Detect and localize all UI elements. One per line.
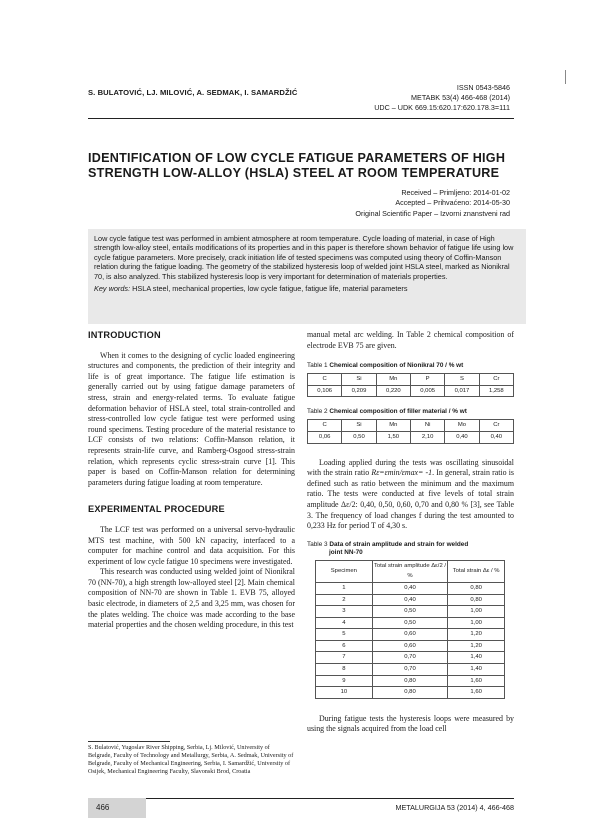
keywords-label: Key words: [94,284,131,294]
loading-text-start: Loading applied during the tests was oscillating sinusoidal with the strain ratio [307,457,514,478]
table3-row [316,629,505,641]
table3-header: Total strain Δε / % [448,560,505,582]
table3-cell: 0,80 [448,582,505,594]
table3-cell: 1,60 [448,675,505,687]
table3-cell: 0,60 [372,629,448,641]
table1-caption [307,362,514,370]
authors: S. BULATOVIĆ, LJ. MILOVIĆ, A. SEDMAK, I. SAMARDŽIĆ [88,88,298,97]
table3-cell: 1,40 [448,664,505,676]
left-column [88,330,295,631]
affiliation-footnote: S. Bulatović, Yugoslav River Shipping, Serbia, Lj. Milović, University of Belgrade, Faculty of Technology and Metallurgy, Serbia, A. Sedmak, University of Belgrade, Faculty of Mechanical Engineering, Serbia, I. Samardžić, University of Osijek, Mechanical Engineering Faculty, Slavonski Brod, Croatia [88,744,294,775]
paper-title: IDENTIFICATION OF LOW CYCLE FATIGUE PARAMETERS OF HIGH STRENGTH LOW-ALLOY (HSLA) STEEL AT ROOM TEMPERATURE [88,151,506,180]
table3-title-line2: joint NN-70 [329,548,363,556]
table2-cell: 0,06 [308,431,342,443]
table2-cell: 0,50 [342,431,376,443]
loading-paragraph [307,458,514,532]
table3-row [316,652,505,664]
table3-cell: 1,00 [448,606,505,618]
table3-cell: 3 [316,606,373,618]
keywords-list: HSLA steel, mechanical properties, low cycle fatigue, fatigue life, material parameters [132,284,408,294]
table2-label: Table 2 [307,408,328,416]
table3 [315,560,505,699]
abstract-box [88,229,526,324]
table1-cell: 0,017 [445,385,479,397]
table3-row [316,594,505,606]
table1-title: Chemical composition of Nionikral 70 / % wt [329,362,464,370]
table3-cell: 0,80 [372,687,448,699]
heading-introduction: INTRODUCTION [88,330,161,340]
loading-text-end: . In general, strain ratio is defined such as ratio between the minimum and the maximum ratio. The tests were conducted at five levels of total strain amplitude Δε/2: 0,40, 0,50, 0,60, 0,70 and 0,80 % [3], see Table 3. The frequency of load changes f during the test amounted to 0,233 Hz for period T of 4,30 s. [307,468,514,531]
table3-row [316,687,505,699]
continued-paragraph: manual metal arc welding. In Table 2 chemical composition of electrode EVB 75 are given. [307,330,514,350]
footer-rule [88,798,514,799]
table2-header: Mo [445,420,479,432]
table3-cell: 0,60 [372,640,448,652]
table3-cell: 0,70 [372,652,448,664]
table2-cell: 1,50 [376,431,410,443]
received-date: Received – Primljeno: 2014-01-02 [401,188,510,197]
table1-header: Si [342,374,376,386]
table3-cell: 0,40 [372,582,448,594]
keywords [94,284,520,293]
header-rule [88,118,514,119]
table3-caption [307,541,514,557]
table3-row [316,675,505,687]
footnote-rule [88,741,170,742]
journal-ref: METABK 53(4) 466-468 (2014) [411,93,510,102]
table2-caption [307,408,514,416]
experimental-paragraph-1: The LCF test was performed on a universal servo-hydraulic MTS test machine, with 500 kN capacity, interfaced to a computer for machine control and data acquisition. For this experiment of low cycle fatigue 10 specimens were investigated. [88,524,295,566]
table3-row [316,617,505,629]
table2-header: C [308,420,342,432]
table2-header: Mn [376,420,410,432]
table3-cell: 0,50 [372,606,448,618]
experimental-paragraph-2: This research was conducted using welded joint of Nionikral 70 (NN-70), a high strength low-alloyed steel [2]. Main chemical composition of NN-70 are shown in Table 1. EVB 75, alloyed basic electrode, in diameters of 2,5 and 3,25 mm, was chosen for the plates welding. The choice was made according to the base material properties and the chosen welding procedure, in this test [88,567,295,630]
udc: UDC – UDK 669.15:620.17:620.178.3=111 [374,103,510,112]
table3-cell: 1,20 [448,640,505,652]
table1-header-row [308,374,514,386]
table1-header: Cr [479,374,513,386]
table1-header: Mn [376,374,410,386]
table3-cell: 0,80 [372,675,448,687]
table3-cell: 0,70 [372,664,448,676]
table1-cell: 0,005 [410,385,444,397]
table1-header: P [410,374,444,386]
table2-header: Ni [410,420,444,432]
table2-header: Si [342,420,376,432]
table3-cell: 0,80 [448,594,505,606]
table2-cell: 0,40 [479,431,513,443]
table1-value-row [308,385,514,397]
accepted-date: Accepted – Prihvaćeno: 2014-05-30 [395,198,510,208]
page-number: 466 [96,803,110,812]
table3-cell: 8 [316,664,373,676]
table3-header: Total strain amplitude Δε/2 / % [372,560,448,582]
margin-mark [565,70,566,84]
issn: ISSN 0543-5846 [456,83,510,92]
heading-experimental: EXPERIMENTAL PROCEDURE [88,504,225,515]
table3-row [316,582,505,594]
table3-cell: 2 [316,594,373,606]
table3-cell: 7 [316,652,373,664]
table3-cell: 0,50 [372,617,448,629]
table1-header: C [308,374,342,386]
table1-cell: 1,258 [479,385,513,397]
table1 [307,373,514,397]
table2-value-row [308,431,514,443]
table3-cell: 4 [316,617,373,629]
table2-cell: 2,10 [410,431,444,443]
table2-header: Cr [479,420,513,432]
last-paragraph: During fatigue tests the hysteresis loops were measured by using the signals acquired from the load cell [307,713,514,734]
table3-cell: 10 [316,687,373,699]
table3-cell: 1,60 [448,687,505,699]
table3-label: Table 3 [307,540,328,548]
strain-ratio-formula: Rε=εmin/εmax= -1 [371,468,433,478]
table3-row [316,606,505,618]
table2 [307,419,514,443]
issn-block [374,83,510,113]
table3-cell: 1,00 [448,617,505,629]
table3-header: Specimen [316,560,373,582]
table3-body [316,582,505,698]
paper-type: Original Scientific Paper – Izvorni znanstveni rad [355,208,510,218]
table1-cell: 0,220 [376,385,410,397]
abstract-text: Low cycle fatigue test was performed in ambient atmosphere at room temperature. Cycle loading of material, in case of High strength low-alloy steel, entails modifications of its properties and in this paper is therefore shown behavior of fatigue life using low cycle fatigue parameters. More precisely, crack initiation life of tested specimens was computed using theory of Coffin-Manson relation during the fatigue loading. The geometry of the stabilized hysteresis loop of welded joint HSLA steel, marked as Nionikral 70, is also analyzed. This stabilized hysteresis loop is very important for determination of materials properties. [94,234,514,281]
intro-paragraph: When it comes to the designing of cyclic loaded engineering structures and components, the prediction of their integrity and life is of great importance. The fatigue life estimation is generally carried out by using fatigue damage parameters of stress, strain and energy-related terms. To evaluate fatigue deformation behavior of HSLA steel, total strain-controlled and stress-controlled low cycle fatigue test were performed using round specimens. Testing procedure of the material resistance to LCF consists of two relations: Coffin-Manson relation, it represents strain-life curve, and Ramberg-Osgood stress-strain relation, which represents cyclic stress-strain curve [1]. This paper is based on Coffin-Manson relation for determining parameters during fatigue loading at room temperature. [88,350,295,487]
table3-cell: 6 [316,640,373,652]
table3-row [316,664,505,676]
table1-cell: 0,209 [342,385,376,397]
table3-header-row [316,560,505,582]
table3-row [316,640,505,652]
table1-label: Table 1 [307,362,328,370]
table3-cell: 1 [316,582,373,594]
table1-cell: 0,106 [308,385,342,397]
table2-header-row [308,420,514,432]
table3-title-line1: Data of strain amplitude and strain for welded [329,540,469,548]
journal-footer: METALURGIJA 53 (2014) 4, 466-468 [395,803,514,812]
table3-cell: 5 [316,629,373,641]
table1-header: S [445,374,479,386]
table3-cell: 1,40 [448,652,505,664]
table2-title: Chemical composition of filler material / % wt [329,408,467,416]
dates-block [355,188,510,219]
right-column [307,330,514,735]
table3-cell: 0,40 [372,594,448,606]
table2-cell: 0,40 [445,431,479,443]
table3-cell: 9 [316,675,373,687]
table3-cell: 1,20 [448,629,505,641]
